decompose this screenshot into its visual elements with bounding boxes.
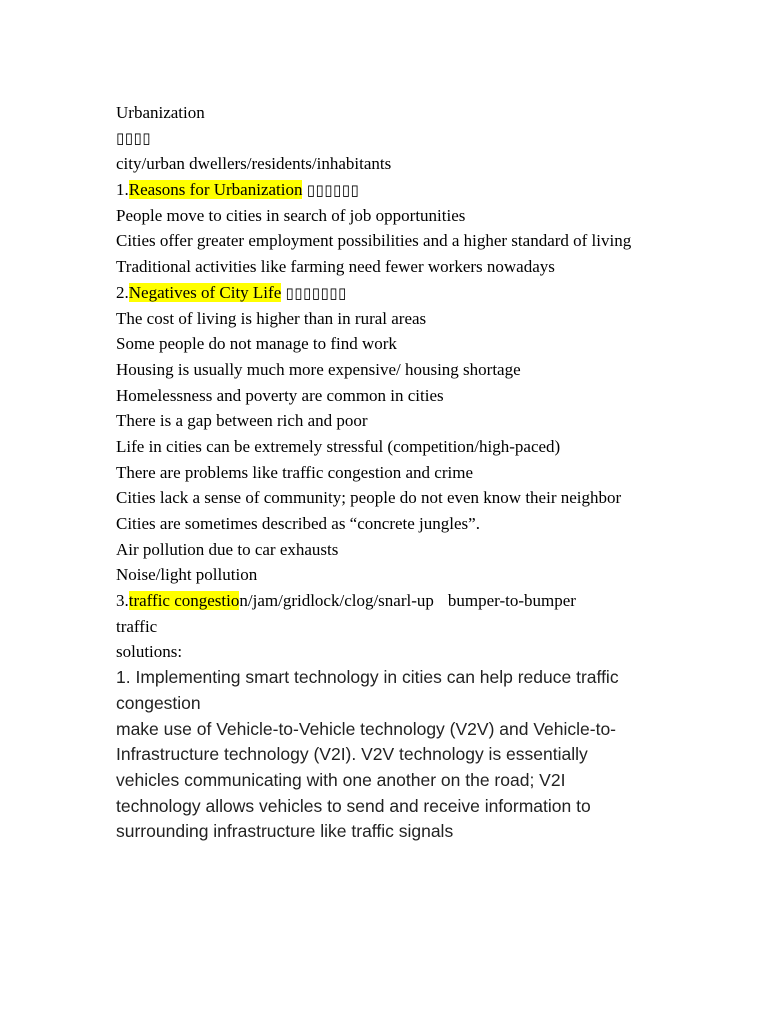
- solution-body: make use of Vehicle-to-Vehicle technology (V2V) and Vehicle-to-Infrastructure technology (V2I). V2V technology is essentially vehicles communicating with one another on the road; V2I technology allows vehicles to send and receive information to surrounding infrastructure like traffic signals: [116, 718, 617, 842]
- section-2-heading-highlight: Negatives of City Life: [128, 282, 282, 302]
- section-3-heading-rest: n/jam/gridlock/clog/snarl-up: [239, 591, 434, 611]
- list-item: Traditional activities like farming need fewer workers nowadays: [116, 257, 555, 277]
- section-3-continuation: traffic: [116, 616, 158, 636]
- list-item: The cost of living is higher than in rural areas: [116, 308, 427, 328]
- title-cjk-text: ▯▯▯▯: [116, 128, 152, 147]
- section-3-heading: [116, 588, 651, 614]
- list-item: Noise/light pollution: [116, 565, 258, 585]
- synonyms-line: city/urban dwellers/residents/inhabitants: [116, 154, 392, 174]
- solution-heading: 1. Implementing smart technology in cities can help reduce traffic congestion: [116, 667, 619, 713]
- section-2-number: 2.: [116, 282, 129, 302]
- document-title: Urbanization: [116, 103, 205, 122]
- list-item: There is a gap between rich and poor: [116, 411, 368, 431]
- section-2-cjk-text: ▯▯▯▯▯▯▯: [285, 283, 347, 302]
- list-item: Cities are sometimes described as “concrete jungles”.: [116, 514, 480, 534]
- list-item: Some people do not manage to find work: [116, 334, 397, 354]
- list-item: Cities offer greater employment possibilities and a higher standard of living: [116, 231, 632, 251]
- list-item: Cities lack a sense of community; people do not even know their neighbor: [116, 488, 622, 508]
- section-1-number: 1.: [116, 180, 129, 200]
- list-item: There are problems like traffic congestion and crime: [116, 462, 474, 482]
- section-3-extra-term: bumper-to-bumper: [447, 591, 576, 611]
- section-2-heading: [116, 280, 651, 306]
- section-3-number: 3.: [116, 591, 129, 611]
- list-item: Life in cities can be extremely stressful (competition/high-paced): [116, 436, 561, 456]
- section-1-cjk-text: ▯▯▯▯▯▯: [306, 181, 360, 200]
- solutions-label: solutions:: [116, 642, 183, 662]
- list-item: Homelessness and poverty are common in cities: [116, 385, 444, 405]
- list-item: People move to cities in search of job opportunities: [116, 205, 466, 225]
- section-3-heading-highlight: traffic congestio: [128, 591, 240, 611]
- list-item: Housing is usually much more expensive/ housing shortage: [116, 359, 521, 379]
- document-page: [116, 100, 651, 845]
- section-1-heading-highlight: Reasons for Urbanization: [128, 180, 303, 200]
- section-1-heading: [116, 177, 651, 203]
- list-item: Air pollution due to car exhausts: [116, 539, 339, 559]
